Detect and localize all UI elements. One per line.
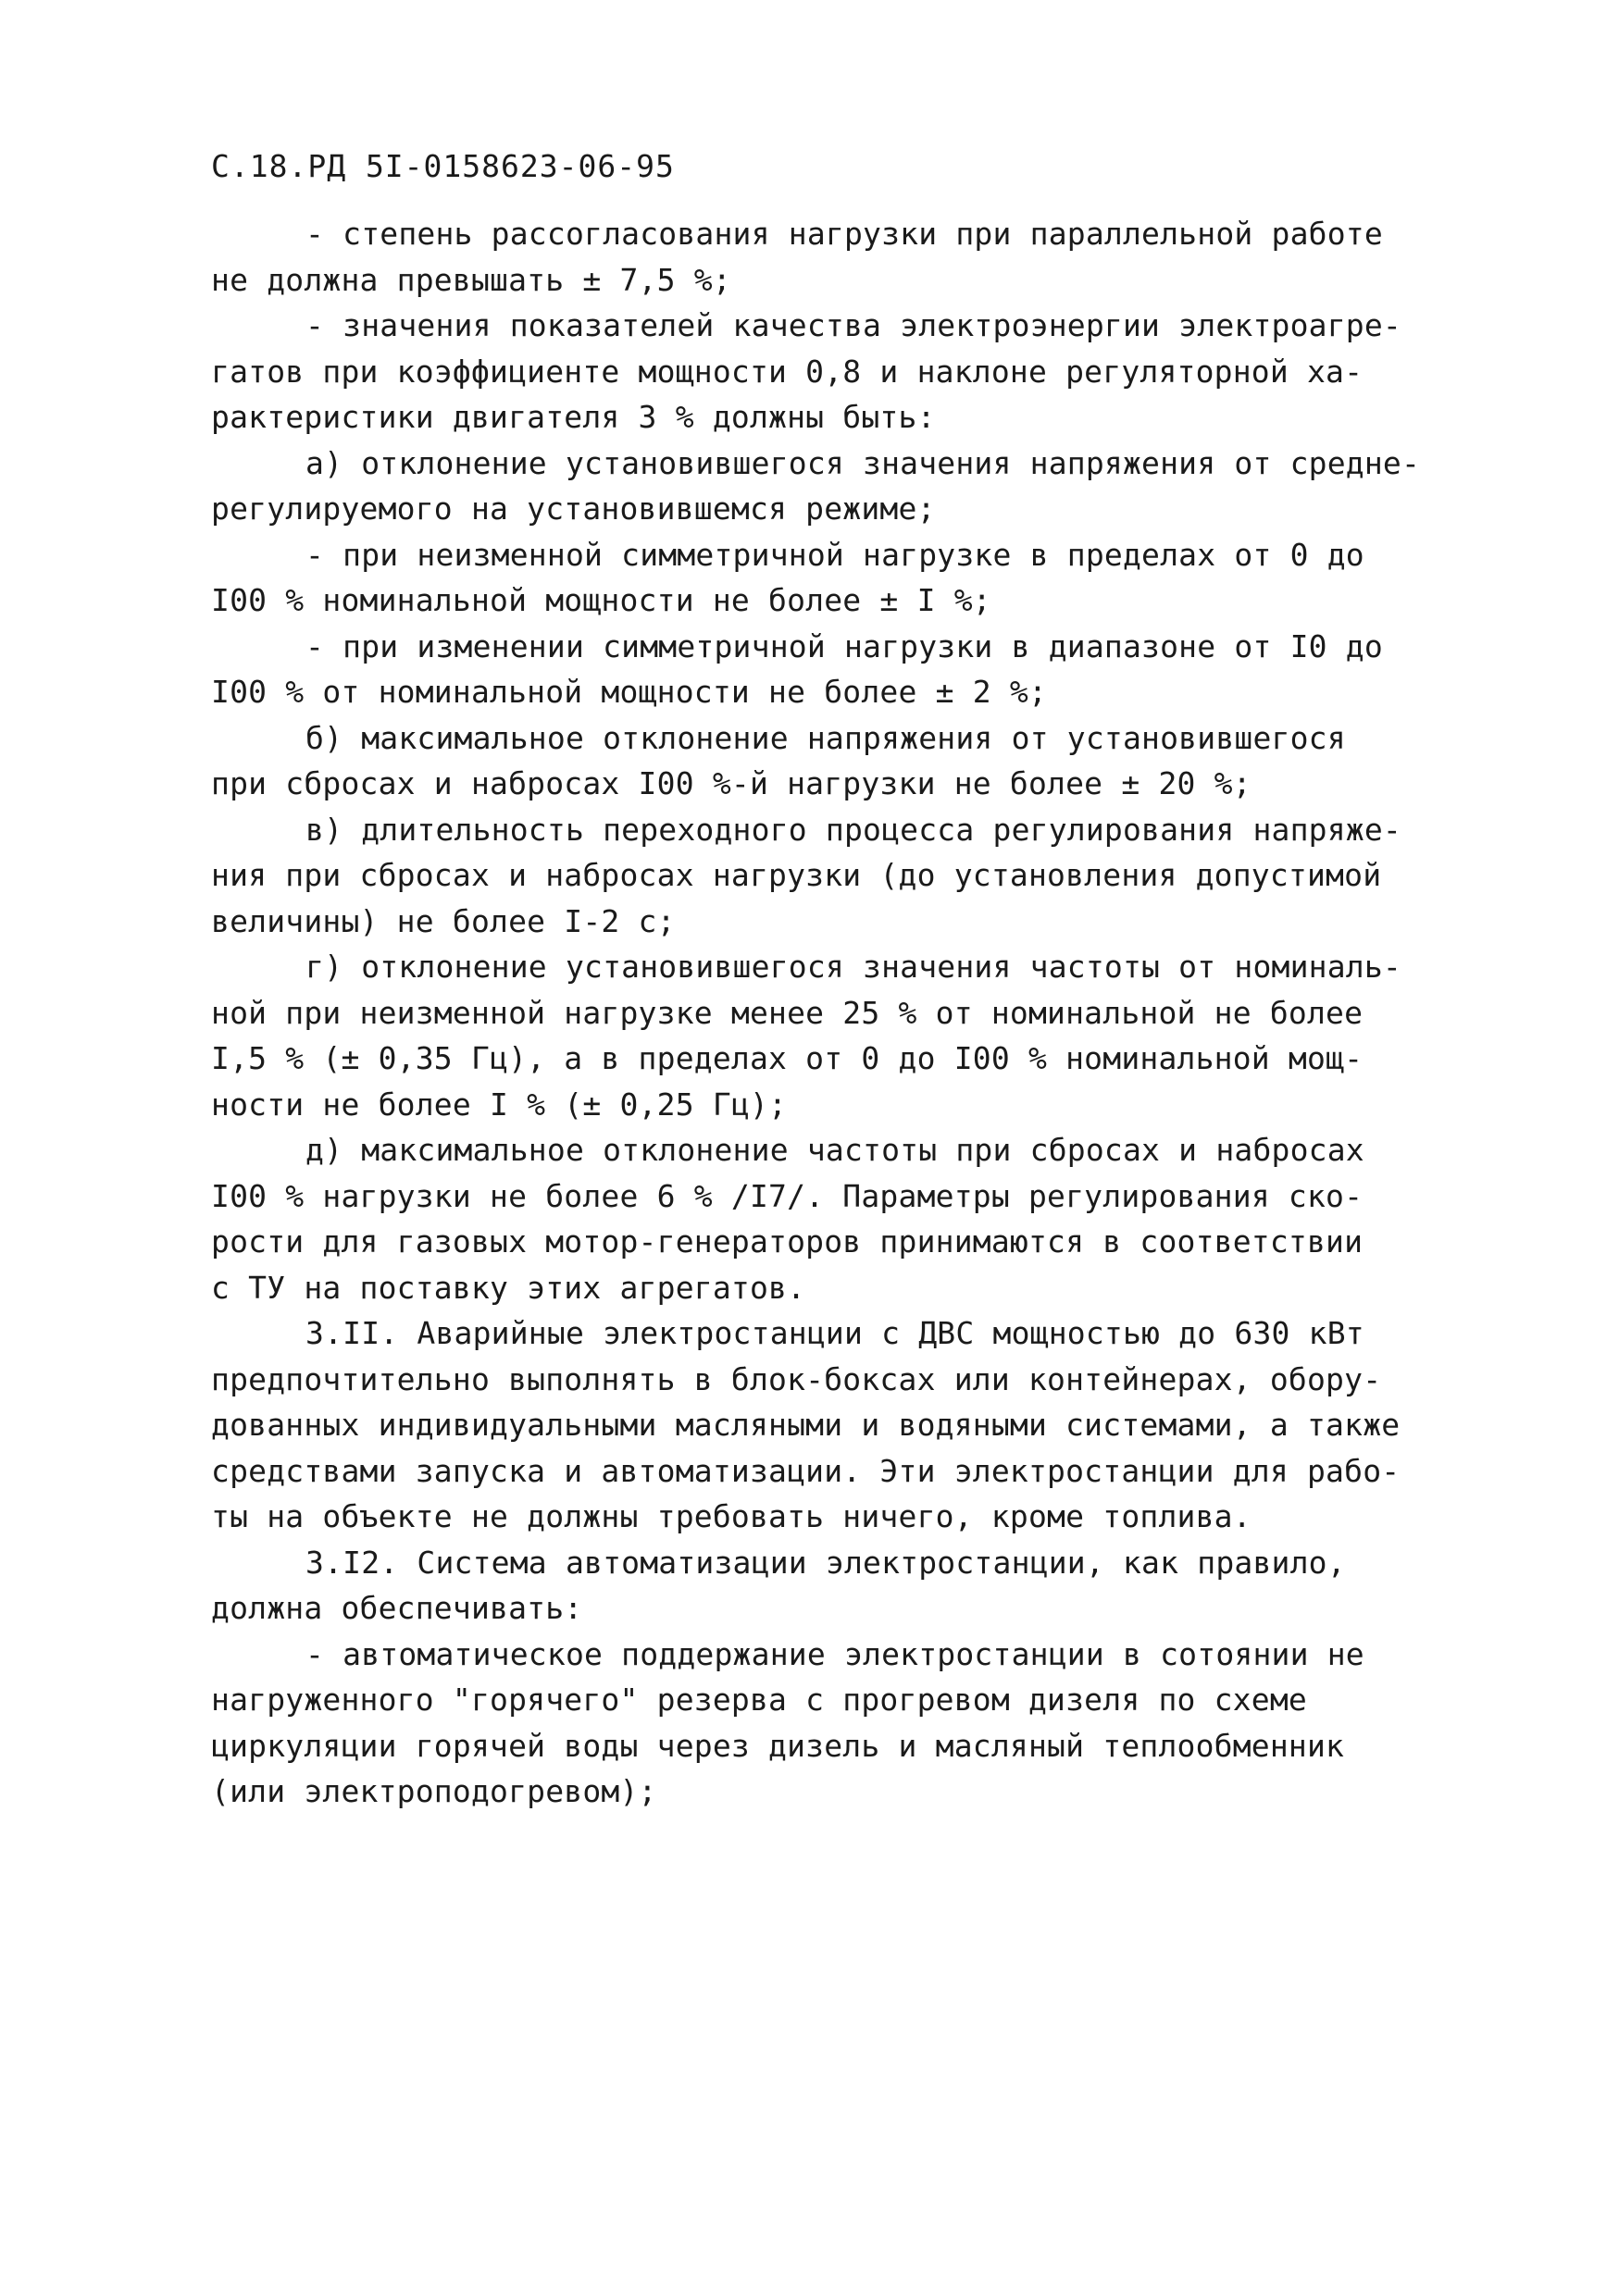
text-line: величины) не более I-2 с; [211,902,676,939]
text-line: I00 % от номинальной мощности не более ± 2 %; [211,674,1048,710]
text-line: I00 % нагрузки не более 6 % /I7/. Параметры регулирования ско- [211,1177,1364,1214]
text-line: рактеристики двигателя 3 % должны быть: [211,399,936,435]
text-line: - при изменении симметричной нагрузки в диапазоне от I0 до [305,627,1383,664]
text-line: ния при сбросах и набросах нагрузки (до установления допустимой [211,857,1382,893]
text-line: б) максимальное отклонение напряжения от установившегося [305,719,1346,756]
text-line: не должна превышать ± 7,5 %; [211,261,731,298]
text-line: д) максимальное отклонение частоты при сбросах и набросах [305,1132,1364,1168]
text-line: нагруженного "горячего" резерва с прогревом дизеля по схеме [211,1682,1307,1718]
text-line: а) отклонение установившегося значения напряжения от средне- [305,444,1421,481]
text-line: - значения показателей качества электроэнергии электроагре- [305,307,1401,343]
document-code: С.18.РД 5I-0158623-06-95 [211,148,675,184]
text-line: ной при неизменной нагрузке менее 25 % от номинальной не более [211,994,1364,1031]
text-line: дованных индивидуальными масляными и водяными системами, а также [211,1407,1401,1443]
document-body [211,211,1433,1815]
text-line: при сбросах и набросах I00 %-й нагрузки не более ± 20 %; [211,765,1252,801]
text-line: рости для газовых мотор-генераторов принимаются в соответствии [211,1223,1364,1260]
text-line: циркуляции горячей воды через дизель и масляный теплообменник [211,1727,1345,1764]
text-line: 3.II. Аварийные электростанции с ДВС мощностью до 630 кВт [305,1315,1364,1351]
text-line: ты на объекте не должны требовать ничего, кроме топлива. [211,1498,1252,1534]
text-line: с ТУ на поставку этих агрегатов. [211,1269,806,1306]
text-line: предпочтительно выполнять в блок-боксах или контейнерах, обору- [211,1360,1382,1397]
text-line: - при неизменной симметричной нагрузке в пределах от 0 до [305,536,1364,573]
text-line: (или электроподогревом); [211,1773,657,1809]
text-line: в) длительность переходного процесса регулирования напряже- [305,811,1401,848]
text-line: гатов при коэффициенте мощности 0,8 и наклоне регуляторной ха- [211,353,1364,390]
text-line: г) отклонение установившегося значения частоты от номиналь- [305,949,1401,985]
text-line: регулируемого на установившемся режиме; [211,490,936,527]
text-line: 3.I2. Система автоматизации электростанции, как правило, [305,1544,1346,1581]
text-line: ности не более I % (± 0,25 Гц); [211,1086,788,1123]
text-line: I,5 % (± 0,35 Гц), а в пределах от 0 до I00 % номинальной мощ- [211,1040,1364,1076]
text-line: - степень рассогласования нагрузки при параллельной работе [305,216,1383,252]
text-line: - автоматическое поддержание электростанции в сотоянии не [305,1635,1364,1672]
text-line: должна обеспечивать: [211,1590,583,1626]
text-line: I00 % номинальной мощности не более ± I %; [211,582,991,618]
text-line: средствами запуска и автоматизации. Эти электростанции для рабо- [211,1452,1401,1489]
